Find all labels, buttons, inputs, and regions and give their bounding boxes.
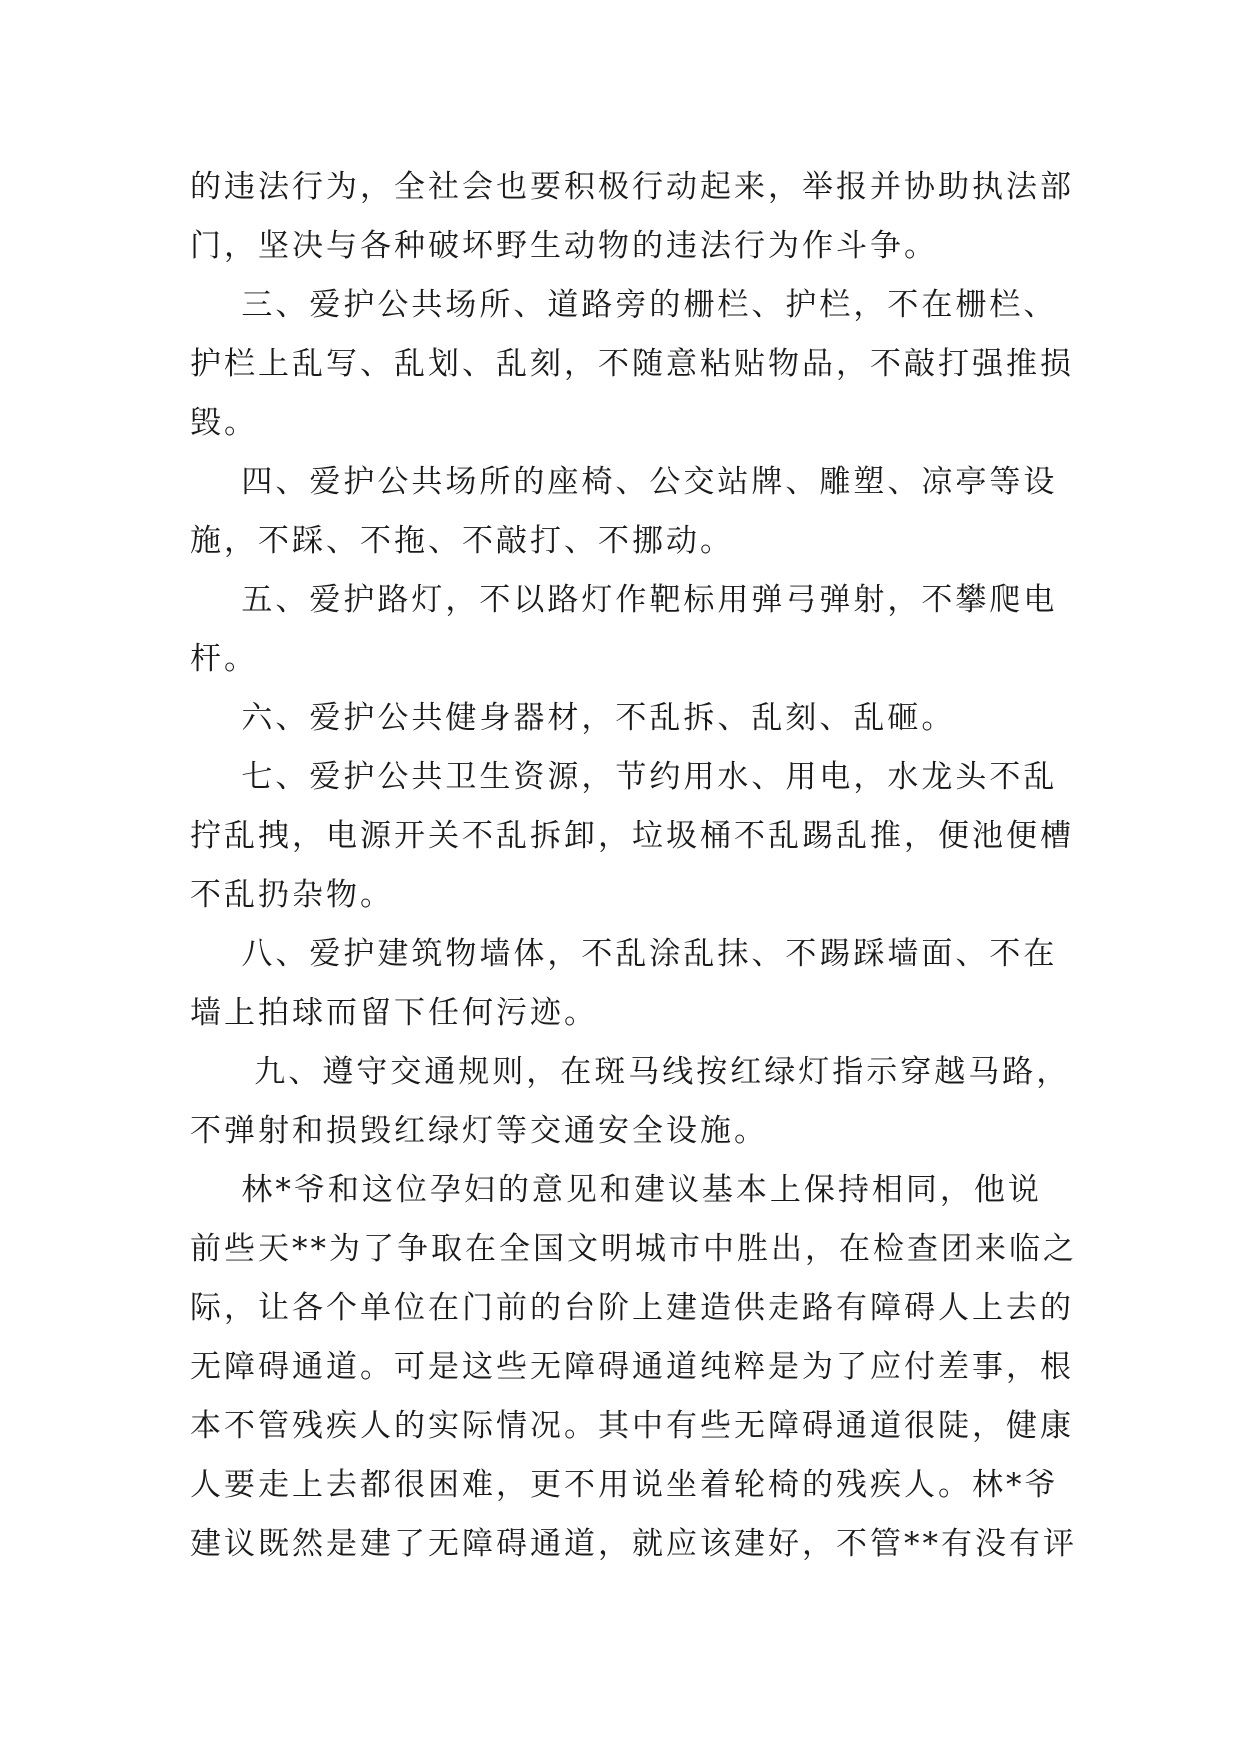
text-line: 护栏上乱写、乱划、乱刻，不随意粘贴物品，不敲打强推损 bbox=[190, 346, 1074, 382]
text-line: 拧乱拽，电源开关不乱拆卸，垃圾桶不乱踢乱推，便池便槽 bbox=[190, 818, 1074, 854]
text-line: 林*爷和这位孕妇的意见和建议基本上保持相同，他说 bbox=[190, 1172, 1042, 1208]
text-line: 不弹射和损毁红绿灯等交通安全设施。 bbox=[190, 1113, 768, 1149]
text-line: 七、爱护公共卫生资源，节约用水、用电，水龙头不乱 bbox=[190, 759, 1058, 795]
text-line: 的违法行为，全社会也要积极行动起来，举报并协助执法部 bbox=[190, 169, 1074, 205]
text-line: 前些天**为了争取在全国文明城市中胜出，在检查团来临之 bbox=[190, 1231, 1077, 1267]
text-line: 九、遵守交通规则，在斑马线按红绿灯指示穿越马路， bbox=[190, 1054, 1071, 1090]
text-line: 墙上拍球而留下任何污迹。 bbox=[190, 995, 598, 1031]
text-line: 本不管残疾人的实际情况。其中有些无障碍通道很陡，健康 bbox=[190, 1408, 1074, 1444]
text-line: 施，不踩、不拖、不敲打、不挪动。 bbox=[190, 523, 734, 559]
text-line: 毁。 bbox=[190, 405, 258, 441]
text-line: 杆。 bbox=[190, 641, 258, 677]
text-line: 建议既然是建了无障碍通道，就应该建好，不管**有没有评 bbox=[190, 1526, 1077, 1562]
text-line: 不乱扔杂物。 bbox=[190, 877, 394, 913]
text-line: 六、爱护公共健身器材，不乱拆、乱刻、乱砸。 bbox=[190, 700, 956, 736]
body-text bbox=[190, 158, 1077, 1574]
text-line: 人要走上去都很困难，更不用说坐着轮椅的残疾人。林*爷 bbox=[190, 1467, 1059, 1503]
text-line: 四、爱护公共场所的座椅、公交站牌、雕塑、凉亭等设 bbox=[190, 464, 1058, 500]
text-line: 无障碍通道。可是这些无障碍通道纯粹是为了应付差事，根 bbox=[190, 1349, 1074, 1385]
text-line: 际，让各个单位在门前的台阶上建造供走路有障碍人上去的 bbox=[190, 1290, 1074, 1326]
text-line: 门，坚决与各种破坏野生动物的违法行为作斗争。 bbox=[190, 228, 938, 264]
text-line: 八、爱护建筑物墙体，不乱涂乱抹、不踢踩墙面、不在 bbox=[190, 936, 1058, 972]
text-line: 三、爱护公共场所、道路旁的栅栏、护栏，不在栅栏、 bbox=[190, 287, 1058, 323]
text-line: 五、爱护路灯，不以路灯作靶标用弹弓弹射，不攀爬电 bbox=[190, 582, 1058, 618]
